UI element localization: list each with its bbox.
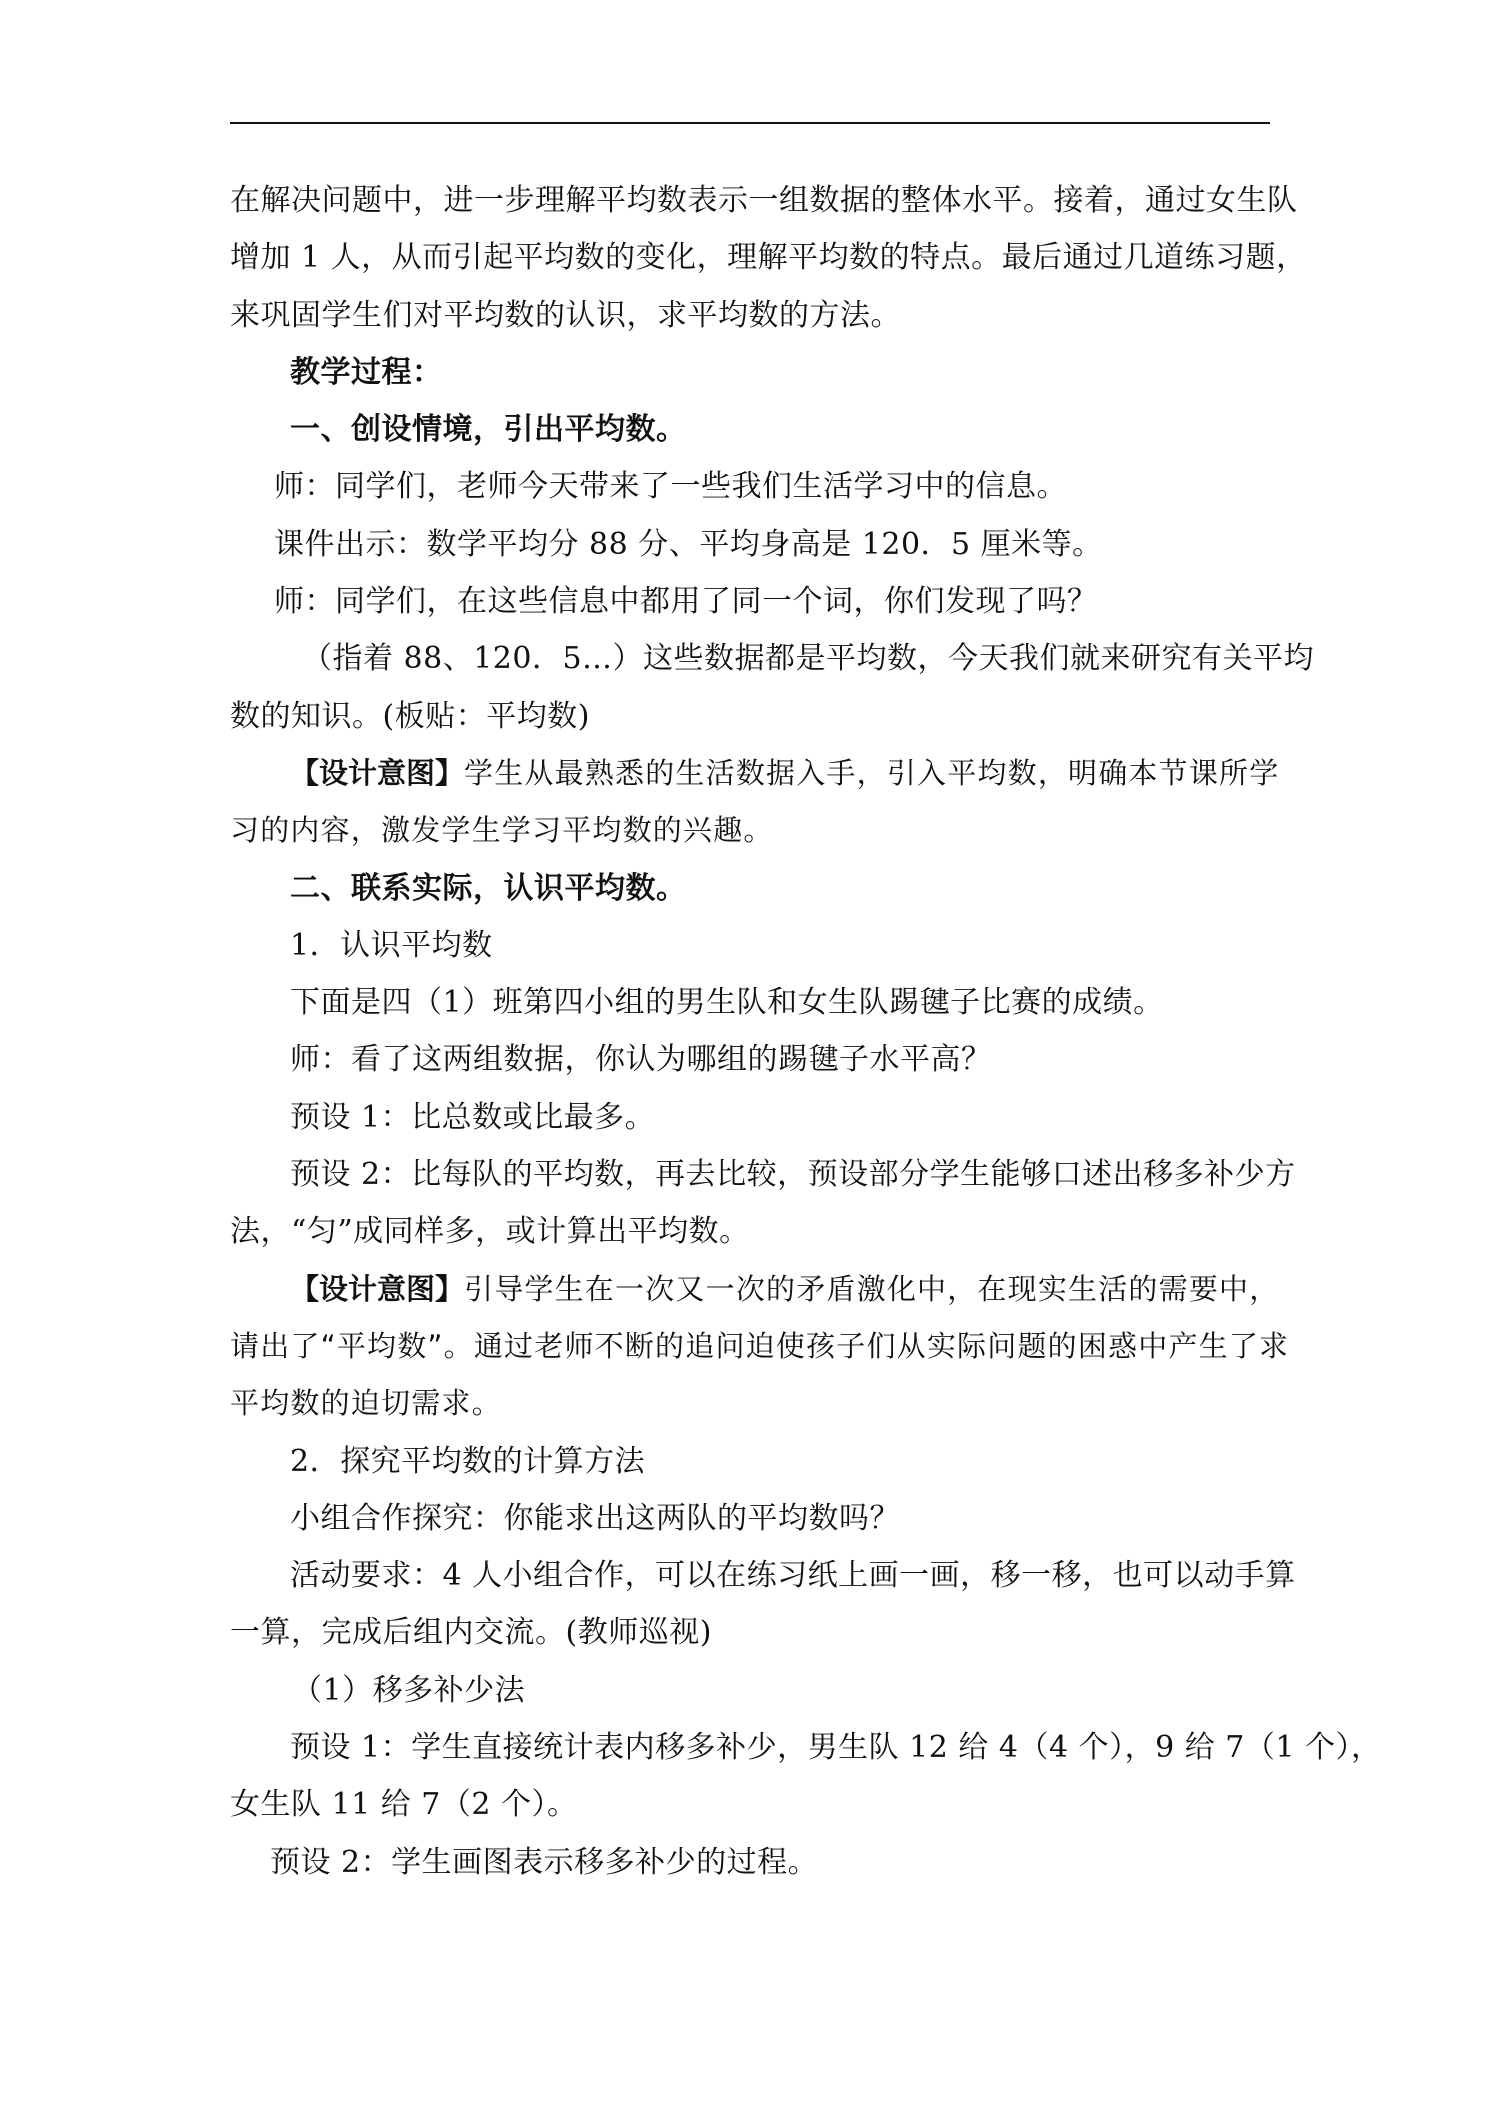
line-text: 增加 1 人，从而引起平均数的变化，理解平均数的特点。最后通过几道练习题， <box>230 240 1307 276</box>
line-text: 活动要求：4 人小组合作，可以在练习纸上画一画，移一移，也可以动手算 <box>290 1558 1296 1594</box>
design-intent-label: 【设计意图】 <box>290 755 465 790</box>
text-line <box>230 1662 1270 1719</box>
text-line <box>230 458 1270 515</box>
design-intent-line <box>230 1375 1270 1432</box>
line-text: 师：同学们，老师今天带来了一些我们生活学习中的信息。 <box>274 469 1067 505</box>
line-text: 一、创设情境，引出平均数。 <box>290 412 687 448</box>
line-text: 教学过程： <box>290 354 443 390</box>
design-intent-line <box>230 802 1270 859</box>
text-line <box>230 1719 1382 1776</box>
design-intent-line <box>230 1318 1290 1375</box>
line-text: 习的内容，激发学生学习平均数的兴趣。 <box>230 813 774 848</box>
line-text: 课件出示：数学平均分 88 分、平均身高是 120．5 厘米等。 <box>274 526 1103 562</box>
text-line <box>230 1089 1270 1146</box>
section-heading <box>230 860 1270 917</box>
header-rule <box>230 122 1270 124</box>
line-text: 预设 2：比每队的平均数，再去比较，预设部分学生能够口述出移多补少方 <box>290 1157 1296 1193</box>
section-heading <box>230 401 1270 458</box>
text-line <box>230 516 1270 573</box>
text-line <box>230 630 1315 687</box>
text-line <box>230 974 1270 1031</box>
line-text: 引导学生在一次又一次的矛盾激化中，在现实生活的需要中， <box>464 1271 1280 1306</box>
line-text: 1．认识平均数 <box>290 927 493 963</box>
text-line <box>230 1433 1270 1490</box>
line-text: 下面是四（1）班第四小组的男生队和女生队踢毽子比赛的成绩。 <box>290 985 1164 1021</box>
line-text: 二、联系实际，认识平均数。 <box>290 870 687 906</box>
text-line <box>230 287 1270 344</box>
text-line <box>230 1547 1296 1604</box>
line-text: 小组合作探究：你能求出这两队的平均数吗？ <box>290 1500 900 1536</box>
line-text: 预设 1：比总数或比最多。 <box>290 1099 656 1135</box>
document-body <box>230 172 1382 1891</box>
line-text: 预设 2：学生画图表示移多补少的过程。 <box>270 1844 819 1880</box>
line-text: 师：同学们，在这些信息中都用了同一个词，你们发现了吗？ <box>274 584 1098 620</box>
text-line <box>230 573 1270 630</box>
line-text: （指着 88、120．5…）这些数据都是平均数，今天我们就来研究有关平均 <box>302 641 1315 677</box>
text-line <box>230 688 1270 745</box>
design-intent-label: 【设计意图】 <box>290 1271 465 1306</box>
text-line <box>230 172 1298 229</box>
text-line <box>230 917 1270 974</box>
line-text: 预设 1：学生直接统计表内移多补少，男生队 12 给 4（4 个），9 给 7（1 个）， <box>290 1730 1382 1766</box>
line-text: 一算，完成后组内交流。(教师巡视) <box>230 1615 712 1651</box>
text-line <box>230 1031 1270 1088</box>
text-line <box>230 229 1307 286</box>
line-text: 师：看了这两组数据，你认为哪组的踢毽子水平高？ <box>290 1042 992 1078</box>
design-intent-line <box>230 745 1280 802</box>
line-text: （1）移多补少法 <box>292 1672 526 1708</box>
line-text: 平均数的迫切需求。 <box>230 1386 502 1421</box>
line-text: 学生从最熟悉的生活数据入手，引入平均数，明确本节课所学 <box>464 755 1280 790</box>
text-line <box>230 1490 1270 1547</box>
line-text: 在解决问题中，进一步理解平均数表示一组数据的整体水平。接着，通过女生队 <box>230 183 1298 218</box>
line-text: 请出了“平均数”。通过老师不断的追问迫使孩子们从实际问题的困惑中产生了求 <box>230 1328 1290 1363</box>
text-line <box>230 1834 1270 1891</box>
line-text: 2．探究平均数的计算方法 <box>290 1443 646 1479</box>
text-line <box>230 1203 1270 1260</box>
text-line <box>230 1146 1296 1203</box>
line-text: 女生队 11 给 7（2 个）。 <box>230 1787 578 1823</box>
text-line <box>230 1604 1270 1661</box>
line-text: 来巩固学生们对平均数的认识，求平均数的方法。 <box>230 297 901 333</box>
text-line <box>230 1776 1270 1833</box>
design-intent-line <box>230 1261 1280 1318</box>
line-text: 法，“匀”成同样多，或计算出平均数。 <box>230 1214 750 1250</box>
line-text: 数的知识。(板贴：平均数) <box>230 698 590 734</box>
section-heading <box>230 344 1270 401</box>
